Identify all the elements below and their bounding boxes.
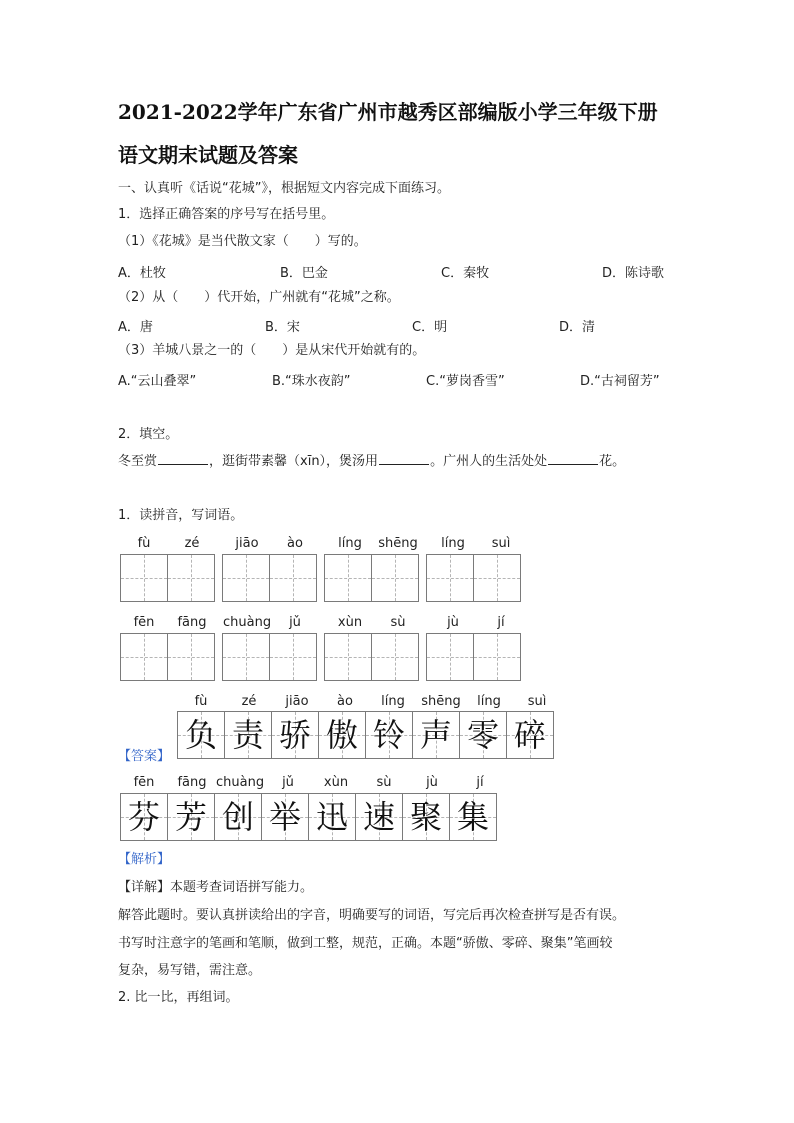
pinyin: fēn bbox=[133, 615, 155, 630]
pinyin: xùn bbox=[323, 775, 349, 790]
pinyin: zé bbox=[241, 694, 257, 709]
q2-part-4: 花。 bbox=[599, 454, 626, 469]
tianzige-cell[interactable] bbox=[371, 554, 419, 602]
pinyin: líng bbox=[338, 536, 362, 551]
pinyin: jǔ bbox=[282, 775, 294, 790]
pinyin: chuàng bbox=[223, 615, 272, 630]
pinyin: zé bbox=[184, 536, 200, 551]
pinyin: xùn bbox=[337, 615, 363, 630]
answer-char: 声 bbox=[419, 716, 452, 754]
exam-title-line1: 2021-2022学年广东省广州市越秀区部编版小学三年级下册 bbox=[118, 100, 658, 124]
answer-char: 迅 bbox=[315, 798, 348, 836]
q1-2-option-c: C．明 bbox=[412, 320, 448, 335]
tianzige-cell[interactable] bbox=[473, 554, 521, 602]
answer-char: 创 bbox=[221, 798, 254, 836]
pinyin: jù bbox=[447, 615, 459, 630]
pinyin: fēn bbox=[133, 775, 155, 790]
answer-char: 骄 bbox=[278, 716, 311, 754]
pinyin: shēng bbox=[421, 694, 461, 709]
pinyin: ào bbox=[287, 536, 303, 551]
tianzige-cell[interactable] bbox=[426, 554, 474, 602]
analysis-label: 【解析】 bbox=[118, 852, 171, 867]
q1-3-stem: （3）羊城八景之一的（ ）是从宋代开始就有的。 bbox=[118, 343, 426, 358]
next-question-heading: 2. 比一比，再组词。 bbox=[118, 990, 239, 1005]
pinyin: jí bbox=[476, 775, 484, 790]
answer-pinyin-row-1 bbox=[177, 694, 561, 709]
pinyin: jǔ bbox=[289, 615, 301, 630]
pinyin: jí bbox=[497, 615, 505, 630]
detail-label: 【详解】 bbox=[118, 880, 171, 895]
tianzige-cell[interactable] bbox=[120, 633, 168, 681]
answer-grid-row-1 bbox=[177, 711, 553, 759]
q2-blank-3[interactable] bbox=[548, 452, 598, 465]
q2-part-3: 。广州人的生活处处 bbox=[430, 454, 548, 469]
detail-text: 本题考查词语拼写能力。 bbox=[170, 880, 314, 895]
q1-heading: 1．选择正确答案的序号写在括号里。 bbox=[118, 207, 335, 222]
tianzige-cell[interactable] bbox=[269, 633, 317, 681]
pinyin-row-2 bbox=[120, 615, 532, 630]
exam-title-line2: 语文期末试题及答案 bbox=[118, 143, 298, 167]
answer-char: 负 bbox=[184, 716, 217, 754]
answer-label: 【答案】 bbox=[118, 749, 171, 764]
q2-blank-2[interactable] bbox=[379, 452, 429, 465]
explanation-line-1: 解答此题时。要认真拼读给出的字音，明确要写的词语，写完后再次检查拼写是否有误。 bbox=[118, 908, 626, 923]
pinyin: ào bbox=[337, 694, 353, 709]
q1-1-option-c: C．秦牧 bbox=[441, 266, 490, 281]
blank-grid-row-1 bbox=[120, 554, 528, 602]
q1-1-stem: （1）《花城》是当代散文家（ ）写的。 bbox=[118, 234, 367, 249]
tianzige-cell[interactable] bbox=[222, 633, 270, 681]
answer-char: 举 bbox=[268, 798, 301, 836]
tianzige-cell[interactable] bbox=[222, 554, 270, 602]
tianzige-cell[interactable] bbox=[269, 554, 317, 602]
pinyin: fāng bbox=[177, 775, 207, 790]
q1-1-option-a: A．杜牧 bbox=[118, 266, 166, 281]
tianzige-cell[interactable] bbox=[473, 633, 521, 681]
explanation-line-3: 复杂，易写错，需注意。 bbox=[118, 963, 262, 978]
tianzige-cell[interactable] bbox=[324, 554, 372, 602]
answer-char: 速 bbox=[362, 798, 395, 836]
pinyin: líng bbox=[381, 694, 405, 709]
answer-char: 铃 bbox=[372, 716, 405, 754]
q2-part-1: 冬至赏 bbox=[118, 454, 158, 469]
q1-1-option-d: D．陈诗歌 bbox=[602, 266, 665, 281]
pinyin: jiāo bbox=[235, 536, 259, 551]
blank-grid-row-2 bbox=[120, 633, 528, 681]
pinyin: fù bbox=[194, 694, 208, 709]
answer-pinyin-row-2 bbox=[120, 775, 504, 790]
pinyin: shēng bbox=[378, 536, 418, 551]
q2-blank-1[interactable] bbox=[158, 452, 208, 465]
pinyin: chuàng bbox=[216, 775, 265, 790]
tianzige-cell[interactable] bbox=[167, 633, 215, 681]
q1-3-option-c: C.“萝岗香雪” bbox=[426, 374, 505, 389]
pinyin: sù bbox=[390, 615, 406, 630]
pinyin: fāng bbox=[177, 615, 207, 630]
q1-3-option-b: B.“珠水夜韵” bbox=[272, 374, 351, 389]
pinyin: sù bbox=[376, 775, 392, 790]
tianzige-cell[interactable] bbox=[324, 633, 372, 681]
pinyin: fù bbox=[137, 536, 151, 551]
q2-fill-sentence bbox=[118, 452, 625, 471]
pinyin: jiāo bbox=[285, 694, 309, 709]
tianzige-cell[interactable] bbox=[371, 633, 419, 681]
q1-3-option-a: A.“云山叠翠” bbox=[118, 374, 197, 389]
section2-heading: 1．读拼音，写词语。 bbox=[118, 508, 244, 523]
answer-char: 碎 bbox=[513, 716, 546, 754]
explanation-line-2: 书写时注意字的笔画和笔顺，做到工整，规范，正确。本题“骄傲、零碎、聚集”笔画较 bbox=[118, 936, 613, 951]
pinyin: jù bbox=[426, 775, 438, 790]
q1-2-option-a: A．唐 bbox=[118, 320, 153, 335]
q2-heading: 2．填空。 bbox=[118, 427, 179, 442]
tianzige-cell[interactable] bbox=[426, 633, 474, 681]
answer-char: 聚 bbox=[409, 798, 442, 836]
pinyin: líng bbox=[477, 694, 501, 709]
answer-char: 责 bbox=[231, 716, 264, 754]
q1-2-option-d: D．清 bbox=[559, 320, 596, 335]
section1-heading: 一、认真听《话说“花城”》，根据短文内容完成下面练习。 bbox=[118, 181, 450, 196]
answer-char: 芳 bbox=[174, 798, 207, 836]
tianzige-cell[interactable] bbox=[120, 554, 168, 602]
answer-char: 集 bbox=[456, 798, 489, 836]
pinyin: suì bbox=[491, 536, 511, 551]
q1-1-option-b: B．巴金 bbox=[280, 266, 328, 281]
answer-char: 傲 bbox=[325, 716, 358, 754]
answer-grid-row-2 bbox=[120, 793, 496, 841]
q1-3-option-d: D.“古祠留芳” bbox=[580, 374, 660, 389]
answer-char: 芬 bbox=[127, 798, 160, 836]
pinyin: suì bbox=[527, 694, 547, 709]
detail-line bbox=[118, 879, 313, 897]
q1-2-stem: （2）从（ ）代开始，广州就有“花城”之称。 bbox=[118, 290, 400, 305]
pinyin-row-1 bbox=[120, 536, 532, 551]
answer-char: 零 bbox=[466, 716, 499, 754]
pinyin: líng bbox=[441, 536, 465, 551]
tianzige-cell[interactable] bbox=[167, 554, 215, 602]
q2-part-2: ，逛街带素馨（xīn），煲汤用 bbox=[209, 454, 379, 469]
q1-2-option-b: B．宋 bbox=[265, 320, 300, 335]
